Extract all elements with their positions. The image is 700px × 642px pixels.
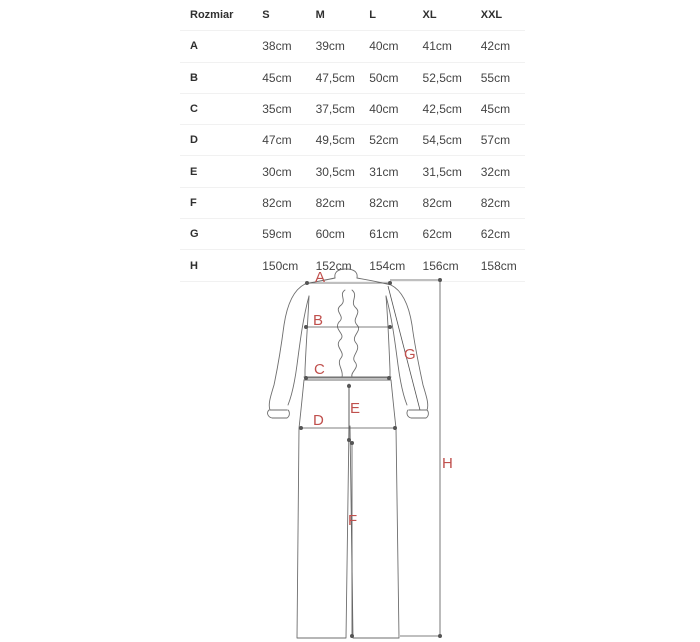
label-g: G xyxy=(404,346,416,363)
label-f: F xyxy=(348,512,358,529)
table-cell: 30cm xyxy=(262,156,315,187)
row-label: F xyxy=(180,187,262,218)
measure-point xyxy=(304,376,307,379)
header-size-xl: XL xyxy=(423,0,481,31)
table-cell: 41cm xyxy=(423,31,481,62)
label-h: H xyxy=(442,455,453,472)
table-cell: 50cm xyxy=(369,62,422,93)
table-cell: 49,5cm xyxy=(316,125,370,156)
table-cell: 42cm xyxy=(481,31,525,62)
table-cell: 62cm xyxy=(481,219,525,250)
row-label: C xyxy=(180,93,262,124)
table-cell: 45cm xyxy=(481,93,525,124)
label-c: C xyxy=(314,361,325,378)
label-b: B xyxy=(313,312,324,329)
measure-point xyxy=(438,634,441,637)
table-cell: 82cm xyxy=(262,187,315,218)
header-size-label: Rozmiar xyxy=(180,0,262,31)
table-cell: 57cm xyxy=(481,125,525,156)
table-cell: 52,5cm xyxy=(423,62,481,93)
label-a: A xyxy=(315,269,326,286)
measure-point xyxy=(393,426,396,429)
table-cell: 156cm xyxy=(423,250,481,281)
table-cell: 82cm xyxy=(369,187,422,218)
table-cell: 42,5cm xyxy=(423,93,481,124)
measure-point xyxy=(438,278,441,281)
table-cell: 30,5cm xyxy=(316,156,370,187)
table-cell: 40cm xyxy=(369,93,422,124)
header-size-m: M xyxy=(316,0,370,31)
table-cell: 35cm xyxy=(262,93,315,124)
header-size-xxl: XXL xyxy=(481,0,525,31)
table-cell: 82cm xyxy=(481,187,525,218)
measurement-lines xyxy=(299,278,441,637)
table-cell: 154cm xyxy=(369,250,422,281)
table-cell: 55cm xyxy=(481,62,525,93)
garment-outline xyxy=(268,269,429,638)
label-e: E xyxy=(350,400,361,417)
table-cell: 150cm xyxy=(262,250,315,281)
table-cell: 32cm xyxy=(481,156,525,187)
row-label: B xyxy=(180,62,262,93)
measure-point xyxy=(350,634,353,637)
table-cell: 47,5cm xyxy=(316,62,370,93)
table-cell: 37,5cm xyxy=(316,93,370,124)
measure-point xyxy=(388,281,391,284)
table-cell: 40cm xyxy=(369,31,422,62)
measure-point xyxy=(350,441,353,444)
table-cell: 54,5cm xyxy=(423,125,481,156)
table-cell: 45cm xyxy=(262,62,315,93)
measure-point xyxy=(347,384,350,387)
row-label: E xyxy=(180,156,262,187)
measure-point xyxy=(304,325,307,328)
table-cell: 152cm xyxy=(316,250,370,281)
row-label: A xyxy=(180,31,262,62)
table-cell: 59cm xyxy=(262,219,315,250)
label-d: D xyxy=(313,412,324,429)
row-label: H xyxy=(180,250,262,281)
header-size-s: S xyxy=(262,0,315,31)
table-cell: 38cm xyxy=(262,31,315,62)
measure-point xyxy=(387,376,390,379)
table-cell: 31cm xyxy=(369,156,422,187)
row-label: D xyxy=(180,125,262,156)
row-label: G xyxy=(180,219,262,250)
measure-point xyxy=(299,426,302,429)
table-cell: 47cm xyxy=(262,125,315,156)
table-cell: 60cm xyxy=(316,219,370,250)
measurement-labels xyxy=(313,269,453,529)
table-cell: 61cm xyxy=(369,219,422,250)
measure-point xyxy=(305,281,308,284)
table-cell: 31,5cm xyxy=(423,156,481,187)
measure-point xyxy=(347,438,350,441)
table-cell: 82cm xyxy=(316,187,370,218)
table-cell: 62cm xyxy=(423,219,481,250)
table-cell: 82cm xyxy=(423,187,481,218)
table-cell: 52cm xyxy=(369,125,422,156)
table-cell: 158cm xyxy=(481,250,525,281)
header-size-l: L xyxy=(369,0,422,31)
measure-point xyxy=(388,325,391,328)
table-cell: 39cm xyxy=(316,31,370,62)
